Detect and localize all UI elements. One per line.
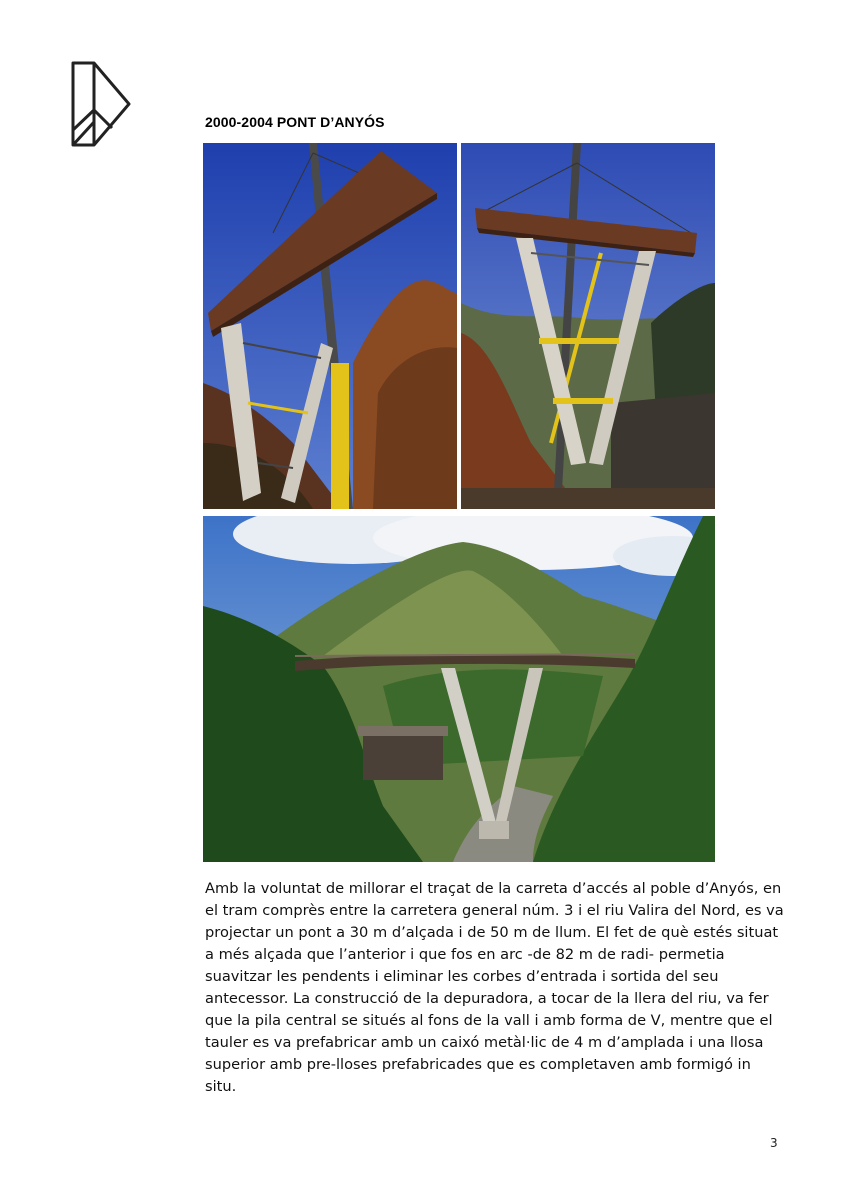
description-paragraph: Amb la voluntat de millorar el traçat de la carreta d’accés al poble d’Anyós, en el tram comprès entre la carretera general núm. 3 i el riu Valira del Nord, es va projectar un pont a 30 m d’alçada i de 50 m de llum. El fet de què estés situat a més alçada que l’anterior i que fos en arc -de 82 m de radi- permetia suavitzar les pendents i eliminar les corbes d’entrada i sortida del seu antecessor. La construcció de la depuradora, a tocar de la llera del riu, va fer que la pila central se situés al fons de la vall i amb forma de V, mentre que el tauler es va prefabricar amb un caixó metàl·lic de 4 m d’amplada i una llosa superior amb pre-lloses prefabricades que es completaven amb formigó in situ. xyxy=(205,880,784,1095)
photo-bridge-lift-left xyxy=(203,143,457,509)
photo-bridge-lift-right xyxy=(461,143,715,509)
page-number: 3 xyxy=(770,1136,778,1150)
photo-bridge-finished xyxy=(203,516,715,862)
page-title: 2000-2004 PONT D’ANYÓS xyxy=(205,114,385,130)
logo-icon xyxy=(70,60,132,148)
